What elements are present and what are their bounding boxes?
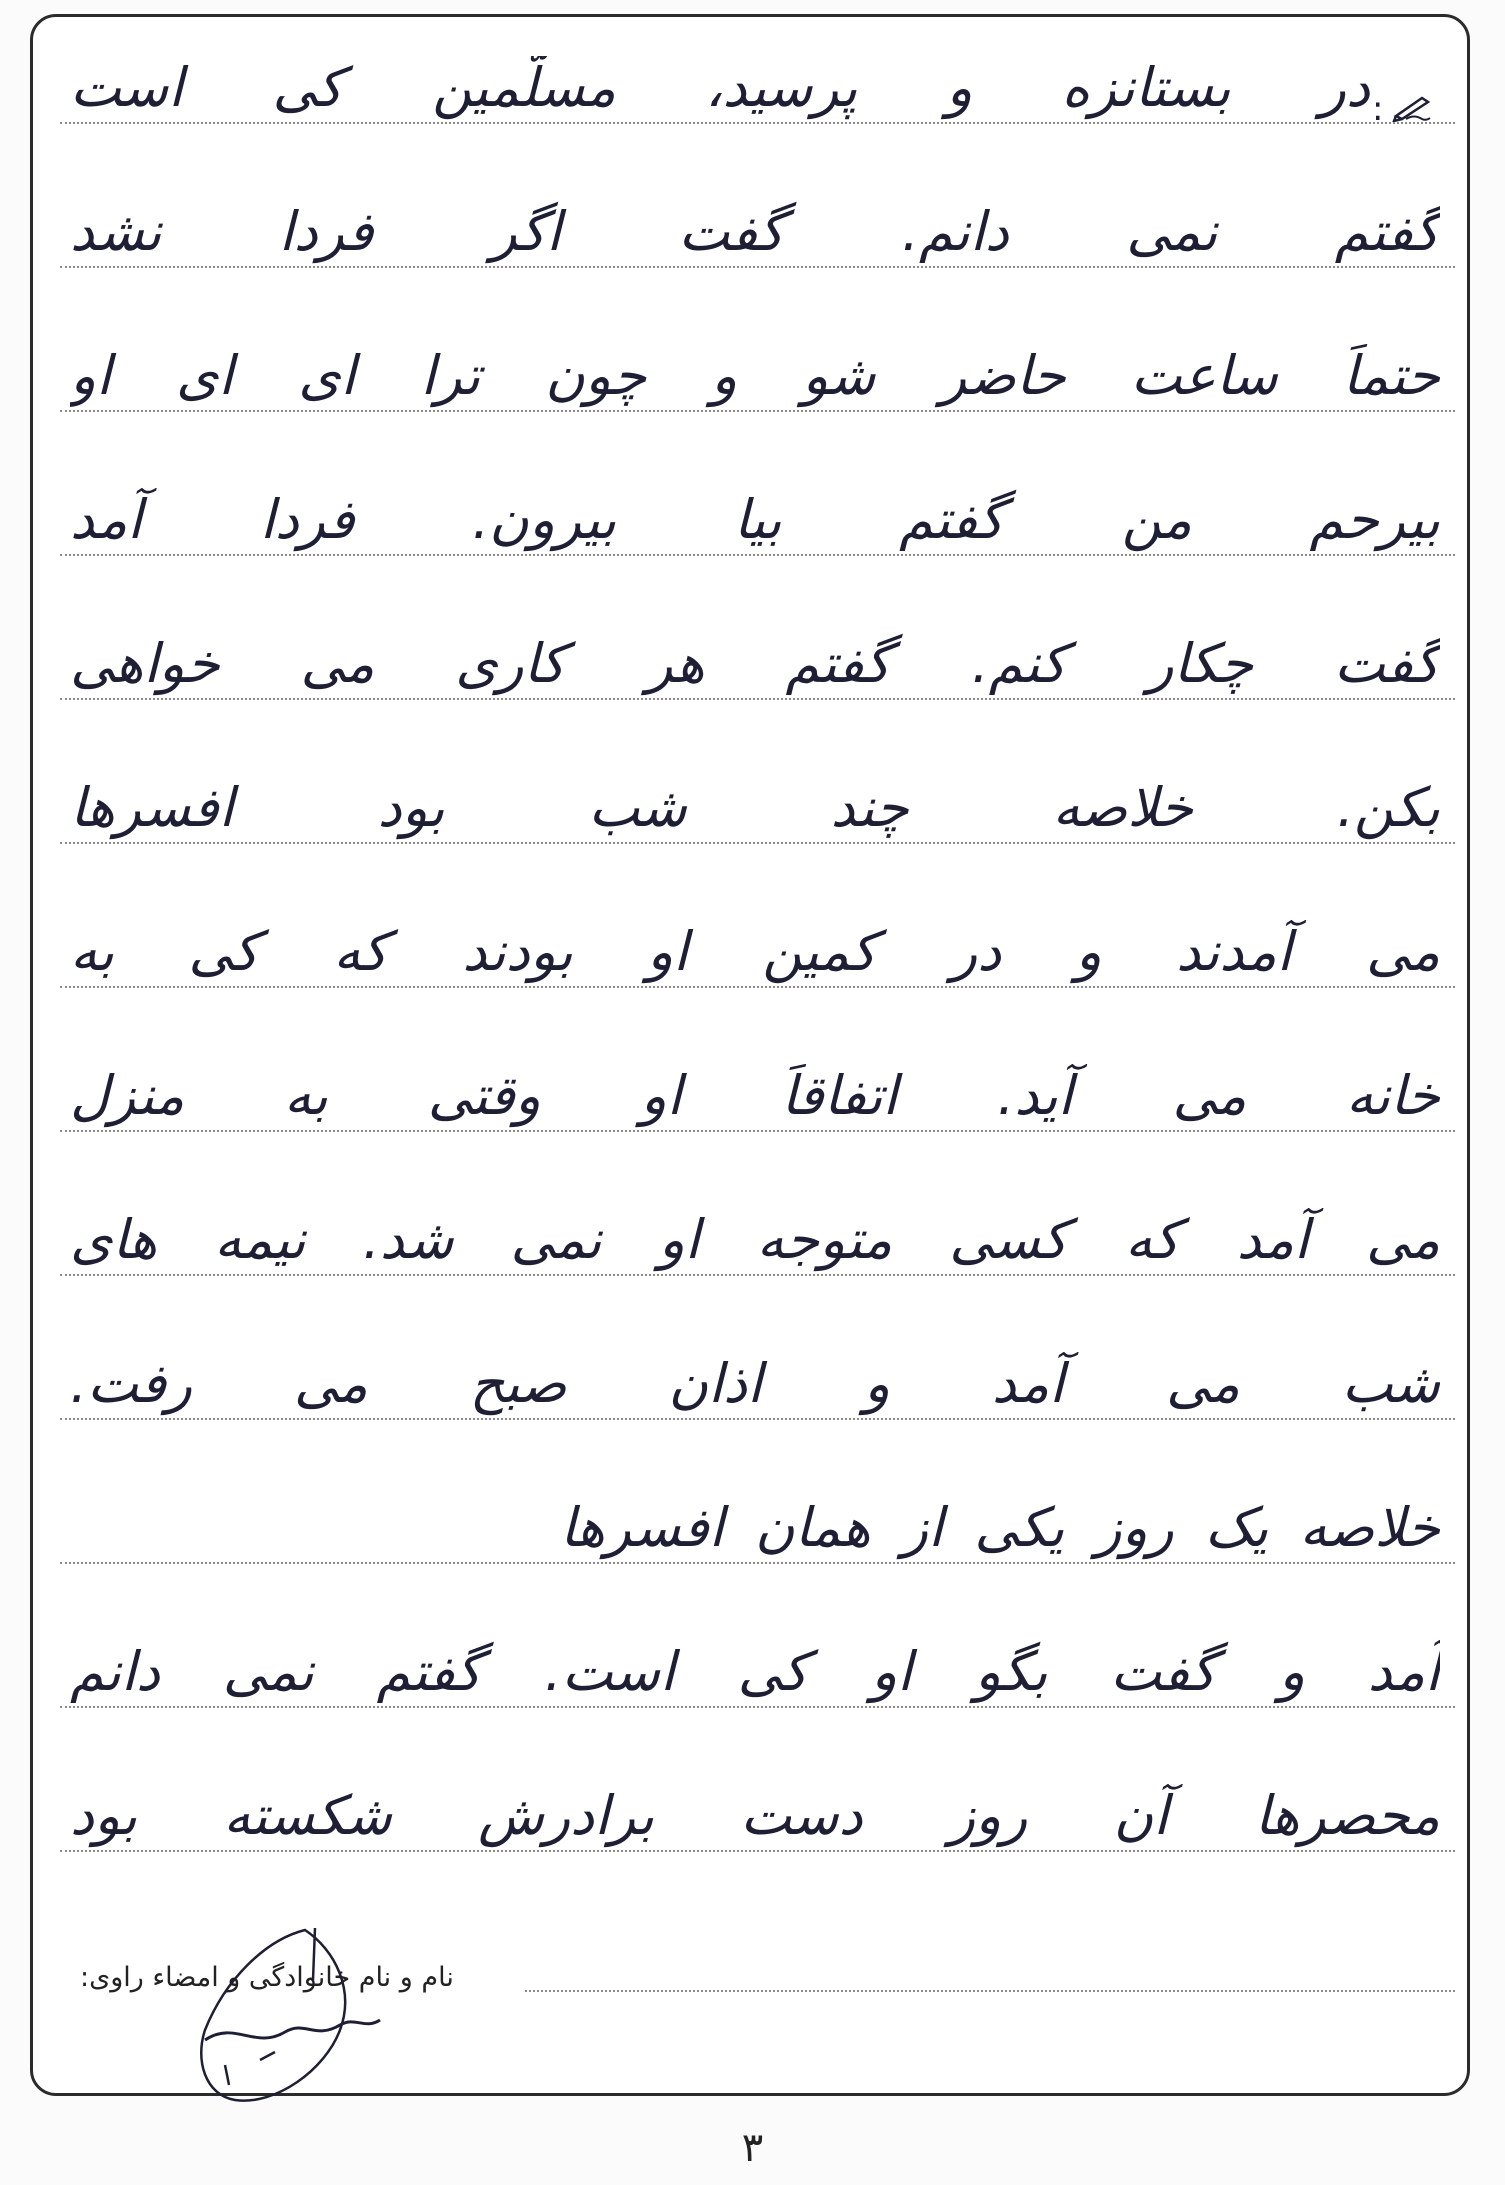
page-number: ۳ [741, 2125, 764, 2171]
pen-colon: : [1372, 89, 1384, 129]
handwritten-line-8: خانه می آید. اتفاقاً او وقتی به منزل [70, 1064, 1440, 1127]
footer-dotted-line [525, 1990, 1455, 1992]
handwritten-line-5: گفت چکار کنم. گفتم هر کاری می خواهی [70, 632, 1440, 695]
handwritten-line-11: خلاصه یک روز یکی از همان افسرها [560, 1496, 1440, 1559]
handwritten-line-9: می آمد که کسی متوجه او نمی شد. نیمه های [70, 1208, 1440, 1271]
handwritten-line-6: بکن. خلاصه چند شب بود افسرها [70, 776, 1440, 839]
ruled-line [60, 842, 1455, 844]
ruled-line [60, 266, 1455, 268]
handwritten-signature [165, 1920, 385, 2110]
handwritten-line-13: محصرها آن روز دست برادرش شکسته بود [70, 1784, 1440, 1847]
ruled-line [60, 986, 1455, 988]
ruled-line [60, 1850, 1455, 1852]
ruled-line [60, 1130, 1455, 1132]
ruled-line [60, 410, 1455, 412]
handwritten-line-7: می آمدند و در کمین او بودند که کی به [70, 920, 1440, 983]
pen-writing-icon [1392, 92, 1432, 122]
handwritten-line-2: گفتم نمی دانم. گفت اگر فردا نشد [70, 200, 1440, 263]
ruled-line [60, 1562, 1455, 1564]
ruled-line [60, 1274, 1455, 1276]
handwritten-line-1: در بستانزه و پرسید، مسلّمین کی است [70, 56, 1370, 119]
handwritten-line-10: شب می آمد و اذان صبح می رفت. [70, 1352, 1440, 1415]
ruled-line [60, 554, 1455, 556]
ruled-line [60, 1706, 1455, 1708]
handwritten-line-12: آمد و گفت بگو او کی است. گفتم نمی دانم [70, 1640, 1440, 1703]
ruled-line [60, 698, 1455, 700]
narrator-signature-label: نام و نام خانوادگی و امضاء راوی: [80, 1962, 454, 1993]
handwritten-line-3: حتماً ساعت حاضر شو و چون ترا ای ای او [70, 344, 1440, 407]
handwritten-line-4: بیرحم من گفتم بیا بیرون. فردا آمد [70, 488, 1440, 551]
ruled-line [60, 122, 1455, 124]
ruled-line [60, 1418, 1455, 1420]
